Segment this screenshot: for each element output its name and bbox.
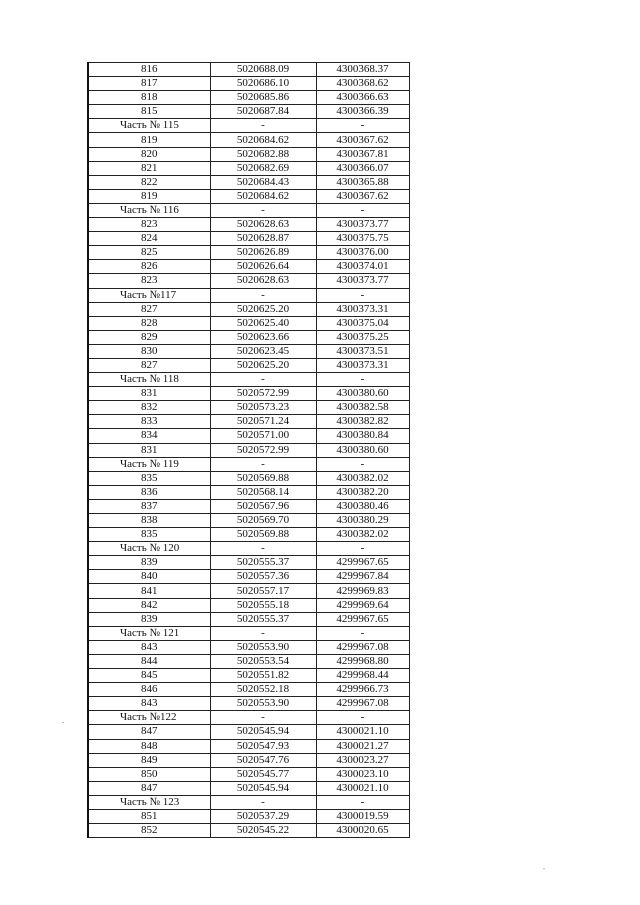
point-number: 845: [88, 669, 210, 683]
table-row: [88, 316, 409, 330]
point-number: 838: [88, 514, 210, 528]
table-row: [88, 824, 409, 838]
coordinate-x: 5020555.37: [210, 612, 316, 626]
coordinate-x: 5020545.94: [210, 781, 316, 795]
point-number: 839: [88, 612, 210, 626]
coordinate-y: 4299967.65: [316, 556, 409, 570]
part-header-row: [88, 626, 409, 640]
coordinate-x: 5020573.23: [210, 401, 316, 415]
coordinate-y: 4300382.02: [316, 471, 409, 485]
coordinate-y: -: [316, 542, 409, 556]
coordinates-table-body: [88, 63, 409, 838]
point-number: 843: [88, 640, 210, 654]
point-number: 824: [88, 232, 210, 246]
part-label: Часть № 120: [88, 542, 210, 556]
table-row: [88, 189, 409, 203]
point-number: 831: [88, 387, 210, 401]
table-row: [88, 499, 409, 513]
table-row: [88, 133, 409, 147]
coordinate-x: -: [210, 795, 316, 809]
table-row: [88, 809, 409, 823]
part-label: Часть № 123: [88, 795, 210, 809]
coordinate-x: 5020569.88: [210, 471, 316, 485]
coordinate-x: 5020571.24: [210, 415, 316, 429]
coordinate-x: 5020569.70: [210, 514, 316, 528]
point-number: 828: [88, 316, 210, 330]
coordinate-y: 4300366.39: [316, 105, 409, 119]
coordinate-x: 5020686.10: [210, 77, 316, 91]
point-number: 852: [88, 824, 210, 838]
part-header-row: [88, 203, 409, 217]
coordinate-x: 5020684.43: [210, 175, 316, 189]
coordinate-x: 5020626.64: [210, 260, 316, 274]
table-row: [88, 358, 409, 372]
coordinate-y: -: [316, 288, 409, 302]
coordinate-y: 4300380.29: [316, 514, 409, 528]
table-row: [88, 429, 409, 443]
coordinate-x: -: [210, 457, 316, 471]
point-number: 816: [88, 63, 210, 77]
coordinate-x: 5020687.84: [210, 105, 316, 119]
point-number: 841: [88, 584, 210, 598]
table-row: [88, 218, 409, 232]
coordinate-y: 4300020.65: [316, 824, 409, 838]
scan-speck: [543, 868, 545, 869]
point-number: 847: [88, 725, 210, 739]
coordinate-y: 4300373.51: [316, 344, 409, 358]
point-number: 825: [88, 246, 210, 260]
coordinate-y: 4300375.75: [316, 232, 409, 246]
point-number: 836: [88, 485, 210, 499]
point-number: 851: [88, 809, 210, 823]
point-number: 850: [88, 767, 210, 781]
coordinate-y: 4300366.07: [316, 161, 409, 175]
coordinate-y: 4300019.59: [316, 809, 409, 823]
coordinate-x: 5020684.62: [210, 189, 316, 203]
coordinate-y: 4300023.27: [316, 753, 409, 767]
coordinate-y: 4300376.00: [316, 246, 409, 260]
coordinate-x: 5020628.87: [210, 232, 316, 246]
coordinate-x: 5020553.90: [210, 640, 316, 654]
coordinate-y: 4300382.20: [316, 485, 409, 499]
scan-speck: [62, 722, 64, 723]
coordinate-x: 5020628.63: [210, 218, 316, 232]
table-row: [88, 246, 409, 260]
part-label: Часть №117: [88, 288, 210, 302]
part-label: Часть № 115: [88, 119, 210, 133]
part-header-row: [88, 119, 409, 133]
point-number: 834: [88, 429, 210, 443]
table-row: [88, 781, 409, 795]
coordinate-x: 5020685.86: [210, 91, 316, 105]
coordinate-y: 4299967.65: [316, 612, 409, 626]
coordinate-y: 4299967.84: [316, 570, 409, 584]
point-number: 844: [88, 654, 210, 668]
part-label: Часть № 119: [88, 457, 210, 471]
coordinate-x: 5020557.36: [210, 570, 316, 584]
table-row: [88, 443, 409, 457]
coordinate-x: 5020553.54: [210, 654, 316, 668]
coordinate-x: 5020623.66: [210, 330, 316, 344]
part-label: Часть № 116: [88, 203, 210, 217]
coordinate-y: 4299967.08: [316, 640, 409, 654]
point-number: 826: [88, 260, 210, 274]
coordinate-x: -: [210, 119, 316, 133]
table-row: [88, 147, 409, 161]
coordinate-x: 5020626.89: [210, 246, 316, 260]
part-header-row: [88, 542, 409, 556]
coordinate-y: -: [316, 626, 409, 640]
point-number: 821: [88, 161, 210, 175]
coordinate-x: 5020555.37: [210, 556, 316, 570]
coordinate-x: 5020545.94: [210, 725, 316, 739]
table-row: [88, 669, 409, 683]
coordinate-x: 5020682.88: [210, 147, 316, 161]
coordinate-y: -: [316, 795, 409, 809]
coordinate-y: 4300368.37: [316, 63, 409, 77]
point-number: 843: [88, 697, 210, 711]
table-row: [88, 232, 409, 246]
coordinate-y: 4300021.10: [316, 725, 409, 739]
coordinate-x: -: [210, 373, 316, 387]
table-row: [88, 485, 409, 499]
coordinate-y: 4300367.62: [316, 189, 409, 203]
coordinate-y: 4299969.83: [316, 584, 409, 598]
coordinate-x: 5020684.62: [210, 133, 316, 147]
coordinate-x: 5020547.76: [210, 753, 316, 767]
point-number: 827: [88, 358, 210, 372]
coordinate-y: -: [316, 711, 409, 725]
table-row: [88, 330, 409, 344]
coordinate-y: -: [316, 203, 409, 217]
coordinate-x: 5020572.99: [210, 387, 316, 401]
point-number: 822: [88, 175, 210, 189]
point-number: 833: [88, 415, 210, 429]
coordinates-table: [87, 62, 410, 838]
point-number: 832: [88, 401, 210, 415]
coordinate-x: -: [210, 711, 316, 725]
table-row: [88, 683, 409, 697]
table-row: [88, 63, 409, 77]
coordinate-x: 5020537.29: [210, 809, 316, 823]
table-row: [88, 260, 409, 274]
table-row: [88, 401, 409, 415]
table-row: [88, 570, 409, 584]
point-number: 842: [88, 598, 210, 612]
table-row: [88, 753, 409, 767]
coordinate-x: 5020625.40: [210, 316, 316, 330]
point-number: 840: [88, 570, 210, 584]
table-row: [88, 91, 409, 105]
coordinate-y: 4300380.46: [316, 499, 409, 513]
part-header-row: [88, 457, 409, 471]
coordinate-y: 4299966.73: [316, 683, 409, 697]
coordinate-x: 5020557.17: [210, 584, 316, 598]
coordinate-y: -: [316, 119, 409, 133]
coordinate-y: 4300375.25: [316, 330, 409, 344]
coordinate-y: 4300023.10: [316, 767, 409, 781]
point-number: 848: [88, 739, 210, 753]
part-label: Часть № 118: [88, 373, 210, 387]
coordinate-x: 5020555.18: [210, 598, 316, 612]
coordinate-x: 5020625.20: [210, 358, 316, 372]
part-header-row: [88, 795, 409, 809]
point-number: 820: [88, 147, 210, 161]
table-row: [88, 767, 409, 781]
table-row: [88, 697, 409, 711]
point-number: 837: [88, 499, 210, 513]
table-row: [88, 344, 409, 358]
point-number: 815: [88, 105, 210, 119]
table-row: [88, 161, 409, 175]
coordinate-x: 5020551.82: [210, 669, 316, 683]
point-number: 846: [88, 683, 210, 697]
coordinate-x: 5020568.14: [210, 485, 316, 499]
point-number: 827: [88, 302, 210, 316]
coordinate-x: 5020567.96: [210, 499, 316, 513]
coordinate-x: 5020572.99: [210, 443, 316, 457]
table-row: [88, 739, 409, 753]
table-row: [88, 528, 409, 542]
coordinate-x: 5020547.93: [210, 739, 316, 753]
coordinate-y: 4300382.58: [316, 401, 409, 415]
point-number: 830: [88, 344, 210, 358]
coordinate-x: 5020625.20: [210, 302, 316, 316]
coordinate-y: 4299969.64: [316, 598, 409, 612]
table-row: [88, 598, 409, 612]
coordinate-x: -: [210, 203, 316, 217]
coordinate-y: 4299967.08: [316, 697, 409, 711]
table-row: [88, 471, 409, 485]
table-row: [88, 105, 409, 119]
point-number: 847: [88, 781, 210, 795]
point-number: 823: [88, 274, 210, 288]
part-header-row: [88, 373, 409, 387]
point-number: 831: [88, 443, 210, 457]
coordinate-y: 4300021.10: [316, 781, 409, 795]
point-number: 818: [88, 91, 210, 105]
coordinate-y: 4300382.02: [316, 528, 409, 542]
coordinate-x: 5020682.69: [210, 161, 316, 175]
coordinate-x: 5020628.63: [210, 274, 316, 288]
point-number: 819: [88, 133, 210, 147]
coordinate-y: 4300373.31: [316, 358, 409, 372]
table-row: [88, 274, 409, 288]
table-row: [88, 387, 409, 401]
coordinate-y: 4300382.82: [316, 415, 409, 429]
part-label: Часть № 121: [88, 626, 210, 640]
table-row: [88, 302, 409, 316]
point-number: 835: [88, 528, 210, 542]
coordinate-y: 4299968.44: [316, 669, 409, 683]
coordinate-y: 4300380.84: [316, 429, 409, 443]
coordinate-y: -: [316, 457, 409, 471]
coordinate-x: -: [210, 626, 316, 640]
point-number: 835: [88, 471, 210, 485]
coordinate-y: -: [316, 373, 409, 387]
table-row: [88, 584, 409, 598]
coordinate-y: 4300365.88: [316, 175, 409, 189]
coordinate-x: 5020545.22: [210, 824, 316, 838]
coordinate-y: 4299968.80: [316, 654, 409, 668]
table-row: [88, 640, 409, 654]
coordinate-y: 4300373.31: [316, 302, 409, 316]
coordinate-x: -: [210, 542, 316, 556]
coordinate-y: 4300367.81: [316, 147, 409, 161]
point-number: 817: [88, 77, 210, 91]
table-row: [88, 556, 409, 570]
table-row: [88, 77, 409, 91]
part-header-row: [88, 288, 409, 302]
part-label: Часть №122: [88, 711, 210, 725]
table-row: [88, 175, 409, 189]
table-row: [88, 612, 409, 626]
coordinate-x: 5020553.90: [210, 697, 316, 711]
coordinate-y: 4300021.27: [316, 739, 409, 753]
point-number: 823: [88, 218, 210, 232]
table-row: [88, 725, 409, 739]
part-header-row: [88, 711, 409, 725]
coordinate-x: 5020552.18: [210, 683, 316, 697]
coordinate-x: -: [210, 288, 316, 302]
table-row: [88, 514, 409, 528]
coordinate-y: 4300374.01: [316, 260, 409, 274]
point-number: 829: [88, 330, 210, 344]
point-number: 849: [88, 753, 210, 767]
coordinate-y: 4300373.77: [316, 218, 409, 232]
coordinate-y: 4300373.77: [316, 274, 409, 288]
coordinate-y: 4300368.62: [316, 77, 409, 91]
coordinate-y: 4300366.63: [316, 91, 409, 105]
point-number: 819: [88, 189, 210, 203]
coordinate-y: 4300367.62: [316, 133, 409, 147]
point-number: 839: [88, 556, 210, 570]
coordinate-x: 5020571.00: [210, 429, 316, 443]
coordinate-x: 5020569.88: [210, 528, 316, 542]
table-row: [88, 415, 409, 429]
coordinate-x: 5020623.45: [210, 344, 316, 358]
coordinate-x: 5020545.77: [210, 767, 316, 781]
coordinate-y: 4300375.04: [316, 316, 409, 330]
coordinate-x: 5020688.09: [210, 63, 316, 77]
coordinate-y: 4300380.60: [316, 443, 409, 457]
table-row: [88, 654, 409, 668]
coordinate-y: 4300380.60: [316, 387, 409, 401]
